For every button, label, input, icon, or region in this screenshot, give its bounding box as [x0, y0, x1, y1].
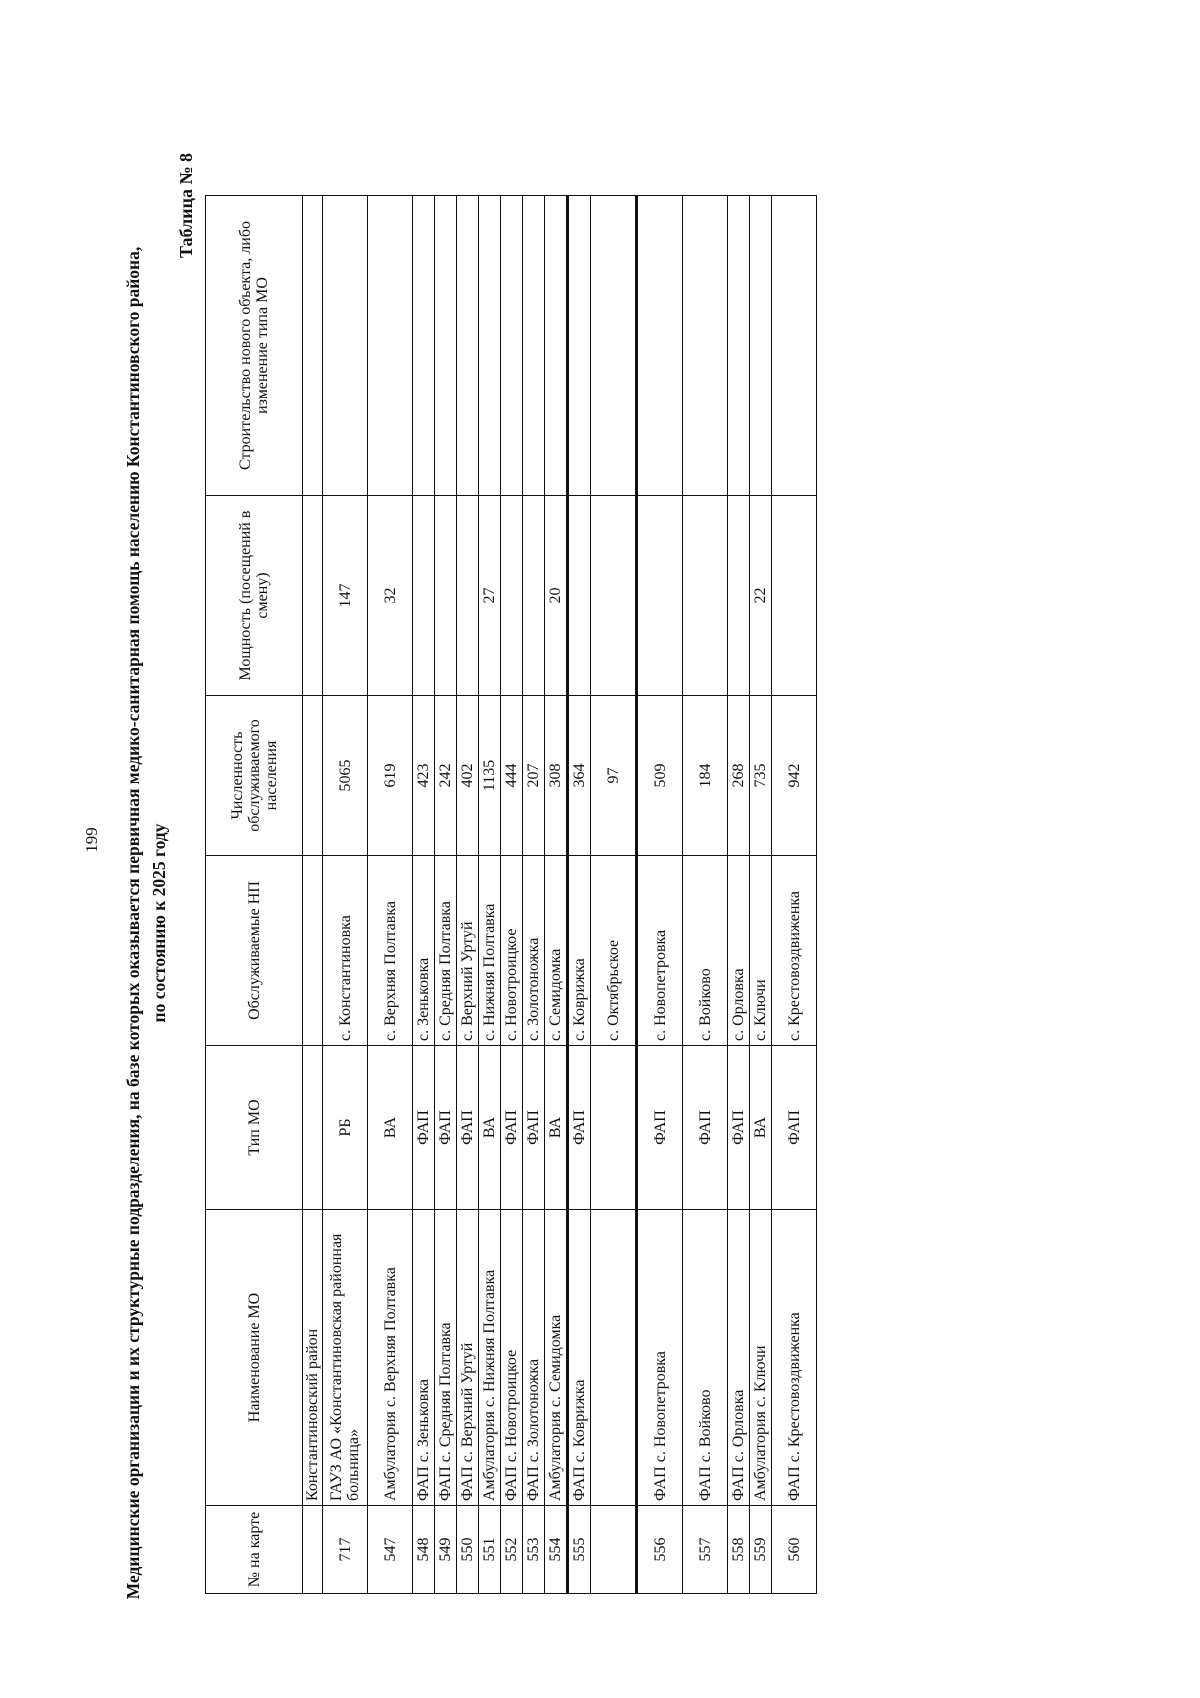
cell-construction — [683, 196, 728, 496]
cell-capacity — [591, 496, 637, 696]
cell-served-settlement: с. Коврижка — [568, 856, 591, 1046]
cell-population: 509 — [637, 696, 683, 856]
cell-served-settlement: с. Крестовоздвиженка — [772, 856, 817, 1046]
cell-mo-type — [591, 1046, 637, 1210]
cell-mo-name — [591, 1210, 637, 1506]
table-row — [323, 196, 368, 1594]
table-row — [523, 196, 545, 1594]
table-row — [501, 196, 523, 1594]
cell-mo-name: Амбулатория с. Семидомка — [545, 1210, 568, 1506]
cell-capacity — [728, 496, 750, 696]
cell-mo-name: ФАП с. Новопетровка — [637, 1210, 683, 1506]
col-header-mo-type: Тип МО — [206, 1046, 303, 1210]
page-number: 199 — [82, 827, 101, 853]
col-header-mo-name: Наименование МО — [206, 1210, 303, 1506]
cell-served-settlement: с. Нижняя Полтавка — [479, 856, 501, 1046]
cell-mo-type: ФАП — [637, 1046, 683, 1210]
cell-population: 444 — [501, 696, 523, 856]
cell-mo-name: ФАП с. Войково — [683, 1210, 728, 1506]
cell-mo-type: ФАП — [728, 1046, 750, 1210]
cell-mo-type: ФАП — [413, 1046, 435, 1210]
col-header-served-settlements: Обслуживаемые НП — [206, 856, 303, 1046]
cell-population: 207 — [523, 696, 545, 856]
cell-mo-type: РБ — [323, 1046, 368, 1210]
cell-mo-type: ФАП — [457, 1046, 479, 1210]
cell-capacity: 147 — [323, 496, 368, 696]
district-row — [303, 196, 323, 1594]
table-row — [728, 196, 750, 1594]
cell-served-settlement: с. Константиновка — [323, 856, 368, 1046]
document-title: Медицинские организации и их структурные подразделения, на базе которых оказывается первичная медико-санитарная помощь населению Константиновского района, по состоянию к 2025 году — [123, 246, 169, 1600]
cell-served-settlement: с. Зеньковка — [413, 856, 435, 1046]
cell-mo-type: ВА — [368, 1046, 413, 1210]
cell-population: 308 — [545, 696, 568, 856]
cell-map-number: 555 — [568, 1506, 591, 1594]
table-row — [545, 196, 568, 1594]
cell-capacity: 27 — [479, 496, 501, 696]
cell-construction — [435, 196, 457, 496]
table-row — [772, 196, 817, 1594]
cell-construction — [368, 196, 413, 496]
cell-population: 364 — [568, 696, 591, 856]
cell-map-number: 557 — [683, 1506, 728, 1594]
cell-construction — [479, 196, 501, 496]
cell-mo-type: ФАП — [523, 1046, 545, 1210]
cell-population: 1135 — [479, 696, 501, 856]
cell-served-settlement: с. Верхняя Полтавка — [368, 856, 413, 1046]
table-label: Таблица № 8 — [176, 152, 196, 258]
cell-construction — [413, 196, 435, 496]
cell-capacity — [523, 496, 545, 696]
table-row — [750, 196, 772, 1594]
cell-mo-name: Амбулатория с. Верхняя Полтавка — [368, 1210, 413, 1506]
cell-mo-name: ФАП с. Зеньковка — [413, 1210, 435, 1506]
cell-construction — [591, 196, 637, 496]
cell-mo-name: ФАП с. Новотроицкое — [501, 1210, 523, 1506]
cell-construction — [568, 196, 591, 496]
cell-served-settlement: с. Средняя Полтавка — [435, 856, 457, 1046]
cell-construction — [772, 196, 817, 496]
cell-capacity — [501, 496, 523, 696]
cell-mo-type: ВА — [545, 1046, 568, 1210]
table-row — [568, 196, 591, 1594]
cell-mo-name: Амбулатория с. Ключи — [750, 1210, 772, 1506]
cell-mo-name: Амбулатория с. Нижняя Полтавка — [479, 1210, 501, 1506]
cell-construction — [637, 196, 683, 496]
cell-population: 423 — [413, 696, 435, 856]
cell-construction — [457, 196, 479, 496]
cell-capacity — [568, 496, 591, 696]
table-row — [591, 196, 637, 1594]
cell-map-number: 551 — [479, 1506, 501, 1594]
medical-organizations-table — [205, 195, 817, 1594]
cell-mo-name: ФАП с. Средняя Полтавка — [435, 1210, 457, 1506]
cell-mo-name: ГАУЗ АО «Константиновская районная больница» — [323, 1210, 368, 1506]
cell-served-settlement: с. Семидомка — [545, 856, 568, 1046]
cell-capacity — [683, 496, 728, 696]
table-row — [479, 196, 501, 1594]
cell-population: 942 — [772, 696, 817, 856]
cell-population: 5065 — [323, 696, 368, 856]
cell-population: 619 — [368, 696, 413, 856]
col-header-construction: Строительство нового объекта, либо изменение типа МО — [206, 196, 303, 496]
cell-mo-type: ФАП — [435, 1046, 457, 1210]
cell-map-number: 547 — [368, 1506, 413, 1594]
cell-capacity: 22 — [750, 496, 772, 696]
cell-mo-name: ФАП с. Верхний Уртуй — [457, 1210, 479, 1506]
col-header-map-number: № на карте — [206, 1506, 303, 1594]
cell-map-number — [591, 1506, 637, 1594]
cell-mo-name: ФАП с. Золотоножка — [523, 1210, 545, 1506]
cell-capacity — [435, 496, 457, 696]
cell-map-number: 717 — [323, 1506, 368, 1594]
cell-mo-type: ФАП — [568, 1046, 591, 1210]
cell-mo-type: ФАП — [772, 1046, 817, 1210]
cell-map-number: 558 — [728, 1506, 750, 1594]
table-row — [457, 196, 479, 1594]
cell-population: 268 — [728, 696, 750, 856]
table-row — [368, 196, 413, 1594]
cell-served-settlement: с. Золотоножка — [523, 856, 545, 1046]
cell-population: 242 — [435, 696, 457, 856]
cell-map-number: 553 — [523, 1506, 545, 1594]
table-row — [683, 196, 728, 1594]
cell-mo-type: ВА — [479, 1046, 501, 1210]
cell-construction — [545, 196, 568, 496]
cell-map-number: 549 — [435, 1506, 457, 1594]
cell-mo-name: ФАП с. Орловка — [728, 1210, 750, 1506]
table-header-row — [206, 196, 303, 1594]
cell-construction — [728, 196, 750, 496]
table-row — [435, 196, 457, 1594]
cell-population: 735 — [750, 696, 772, 856]
cell-capacity — [637, 496, 683, 696]
cell-mo-type: ФАП — [501, 1046, 523, 1210]
table-row — [637, 196, 683, 1594]
cell-construction — [523, 196, 545, 496]
cell-served-settlement: с. Новотроицкое — [501, 856, 523, 1046]
table-row — [413, 196, 435, 1594]
cell-construction — [323, 196, 368, 496]
cell-map-number: 550 — [457, 1506, 479, 1594]
cell-map-number: 556 — [637, 1506, 683, 1594]
cell-served-settlement: с. Войково — [683, 856, 728, 1046]
cell-mo-name: ФАП с. Коврижка — [568, 1210, 591, 1506]
cell-served-settlement: с. Октябрьское — [591, 856, 637, 1046]
cell-construction — [501, 196, 523, 496]
cell-served-settlement: с. Новопетровка — [637, 856, 683, 1046]
cell-served-settlement: с. Орловка — [728, 856, 750, 1046]
cell-map-number: 559 — [750, 1506, 772, 1594]
cell-capacity — [772, 496, 817, 696]
cell-served-settlement: с. Верхний Уртуй — [457, 856, 479, 1046]
cell-population: 184 — [683, 696, 728, 856]
cell-population: 402 — [457, 696, 479, 856]
cell-mo-type: ВА — [750, 1046, 772, 1210]
cell-construction — [750, 196, 772, 496]
cell-mo-type: ФАП — [683, 1046, 728, 1210]
cell-capacity — [457, 496, 479, 696]
cell-map-number: 552 — [501, 1506, 523, 1594]
col-header-population: Численность обслуживаемого населения — [206, 696, 303, 856]
cell-map-number: 554 — [545, 1506, 568, 1594]
cell-map-number: 560 — [772, 1506, 817, 1594]
cell-mo-name: ФАП с. Крестовоздвиженка — [772, 1210, 817, 1506]
cell-map-number: 548 — [413, 1506, 435, 1594]
district-name: Константиновский район — [303, 1210, 323, 1506]
cell-capacity: 20 — [545, 496, 568, 696]
cell-capacity — [413, 496, 435, 696]
cell-served-settlement: с. Ключи — [750, 856, 772, 1046]
col-header-capacity: Мощность (посещений в смену) — [206, 496, 303, 696]
cell-population: 97 — [591, 696, 637, 856]
cell-capacity: 32 — [368, 496, 413, 696]
